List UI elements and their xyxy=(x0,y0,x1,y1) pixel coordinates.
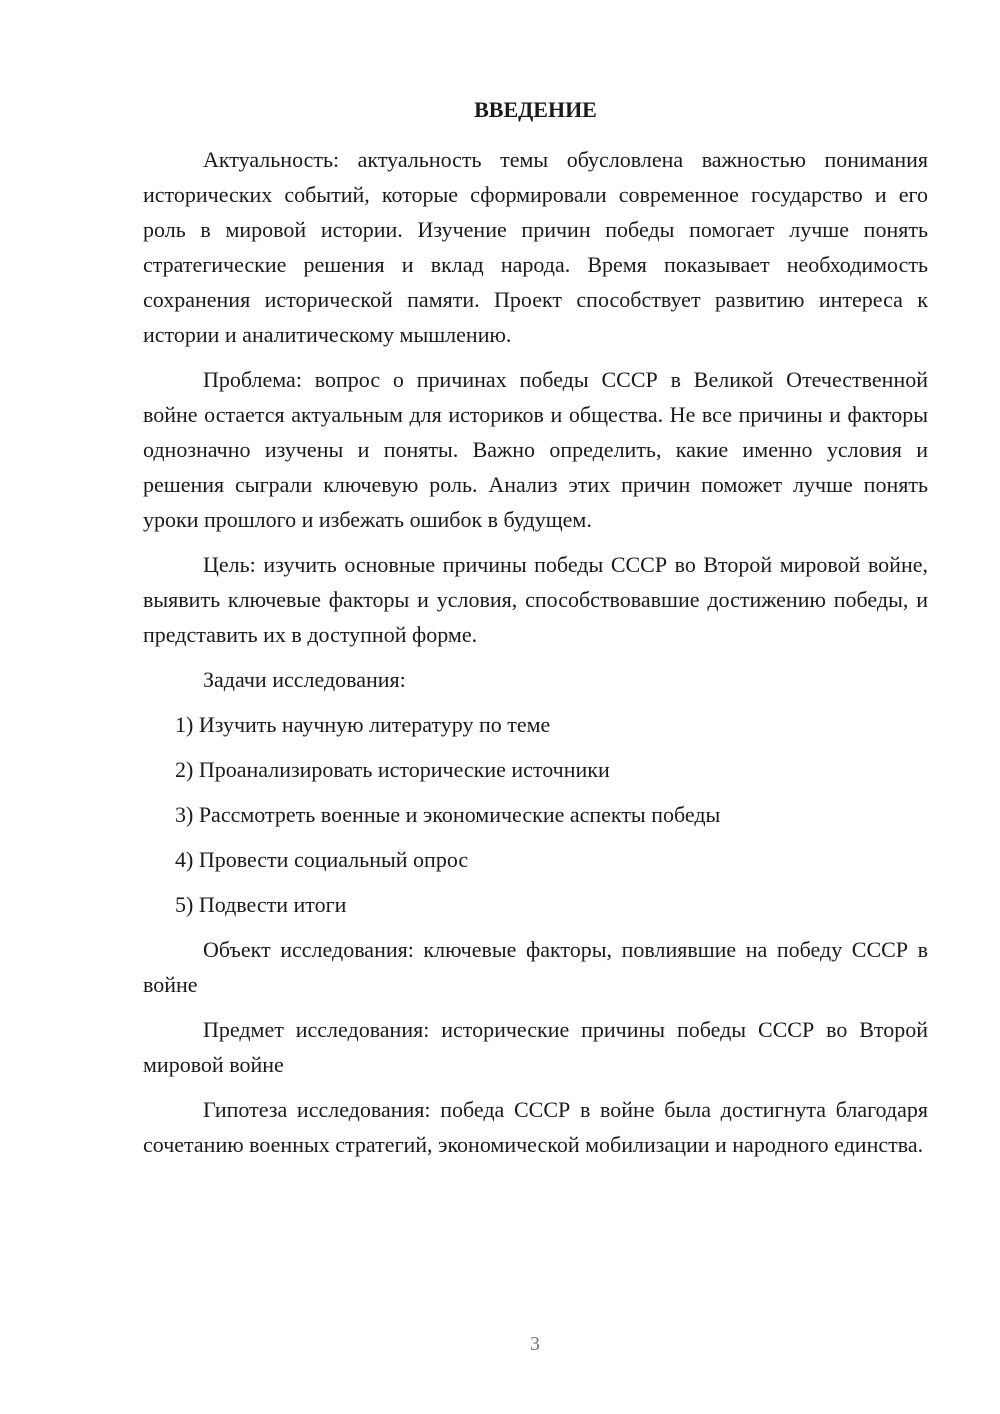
page-number: 3 xyxy=(530,1333,540,1355)
relevance-paragraph: Актуальность: актуальность темы обусловлена важностью понимания исторических событий, которые сформировали современное государство и его роль в мировой истории. Изучение причин победы помогает лучше понять стратегические решения и вклад народа. Время показывает необходимость сохранения исторической памяти. Проект способствует развитию интереса к истории и аналитическому мышлению. xyxy=(143,147,928,347)
list-item: 4) Провести социальный опрос xyxy=(175,847,469,872)
problem-paragraph: Проблема: вопрос о причинах победы СССР в Великой Отечественной войне остается актуальным для историков и общества. Не все причины и факторы однозначно изучены и поняты. Важно определить, какие именно условия и решения сыграли ключевую роль. Анализ этих причин поможет лучше понять уроки прошлого и избежать ошибок в будущем. xyxy=(143,367,928,532)
hypothesis-paragraph: Гипотеза исследования: победа СССР в войне была достигнута благодаря сочетанию военных стратегий, экономической мобилизации и народного единства. xyxy=(143,1097,928,1157)
tasks-heading: Задачи исследования: xyxy=(203,667,406,692)
list-item: 3) Рассмотреть военные и экономические аспекты победы xyxy=(175,802,721,827)
page-content xyxy=(143,92,928,1172)
list-item: 1) Изучить научную литературу по теме xyxy=(175,712,551,737)
subject-paragraph: Предмет исследования: исторические причины победы СССР во Второй мировой войне xyxy=(143,1017,928,1077)
list-item: 5) Подвести итоги xyxy=(175,892,347,917)
goal-paragraph: Цель: изучить основные причины победы СССР во Второй мировой войне, выявить ключевые факторы и условия, способствовавшие достижению победы, и представить их в доступной форме. xyxy=(143,552,928,647)
tasks-list xyxy=(143,707,928,922)
list-item: 2) Проанализировать исторические источники xyxy=(175,757,610,782)
object-paragraph: Объект исследования: ключевые факторы, повлиявшие на победу СССР в войне xyxy=(143,937,928,997)
page-title: ВВЕДЕНИЕ xyxy=(474,97,597,122)
